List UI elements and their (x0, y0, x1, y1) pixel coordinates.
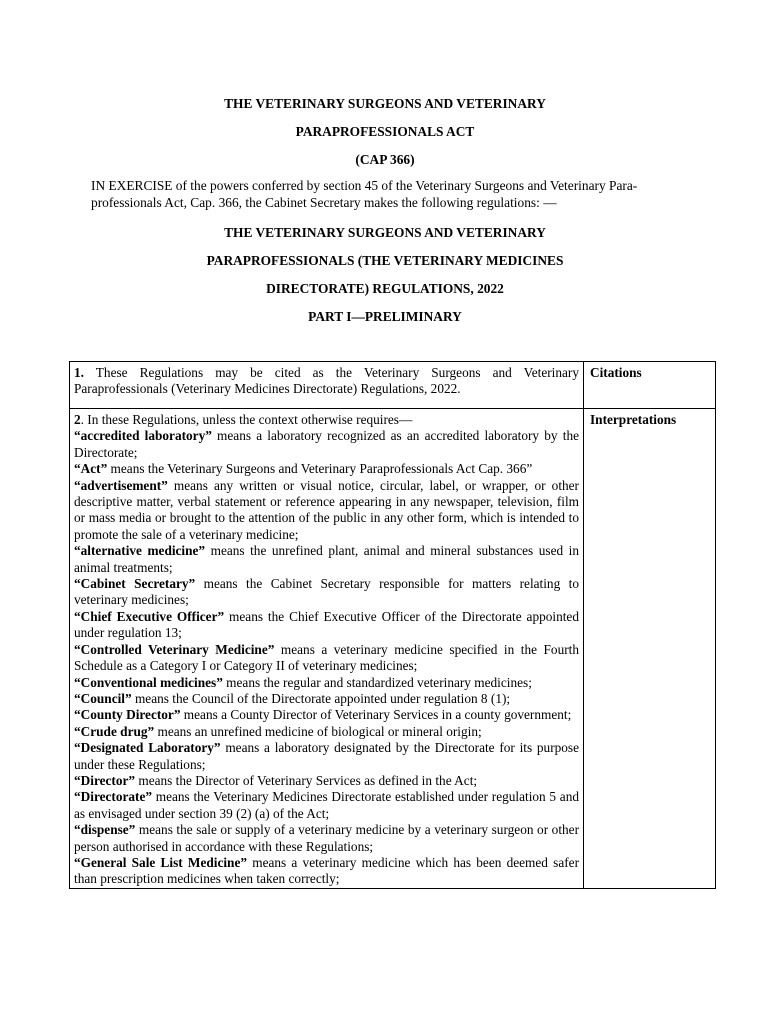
act-cap-number: (CAP 366) (355, 152, 415, 167)
act-title-line-1: THE VETERINARY SURGEONS AND VETERINARY (224, 96, 546, 111)
act-title-line-2: PARAPROFESSIONALS ACT (295, 124, 475, 139)
defined-term: “Conventional medicines” (74, 674, 223, 690)
definition-text: means the Council of the Directorate appointed under regulation 8 (1); (131, 690, 511, 706)
part-heading: PART I—PRELIMINARY (308, 309, 462, 324)
defined-term: “accredited laboratory” (74, 428, 212, 444)
defined-term: “Director” (74, 772, 136, 788)
section-body: These Regulations may be cited as the Veterinary Surgeons and Veterinary Paraprofessionals (Veterinary Medicines Directorate) Regulations, 2022. (74, 365, 579, 397)
definition (74, 576, 579, 609)
definition-text: means a laboratory designated by the Directorate for its purpose under these Regulations; (74, 740, 579, 772)
definition-text: means a veterinary medicine which has been deemed safer than prescription medicines when taken correctly; (74, 854, 580, 887)
definition (74, 822, 579, 855)
definition-text: means the Cabinet Secretary responsible for matters relating to veterinary medicines; (74, 576, 579, 608)
definition-text: means the Director of Veterinary Services as defined in the Act; (135, 772, 478, 788)
regulations-title-line-1: THE VETERINARY SURGEONS AND VETERINARY (224, 225, 546, 240)
defined-term: “Designated Laboratory” (74, 740, 221, 756)
regulations-title-line-3: DIRECTORATE) REGULATIONS, 2022 (266, 281, 504, 296)
definition-text: means a veterinary medicine specified in the Fourth Schedule as a Category I or Category II of veterinary medicines; (74, 641, 580, 674)
table-row (70, 409, 716, 889)
marginal-note-cell (584, 409, 716, 889)
regulations-title-line-2: PARAPROFESSIONALS (THE VETERINARY MEDICINES (206, 253, 564, 268)
definition-text: means the Veterinary Medicines Directorate established under regulation 5 and as envisaged under section 39 (2) (a) of the Act; (74, 789, 579, 821)
defined-term: “Council” (74, 690, 132, 706)
defined-term: “advertisement” (74, 477, 168, 493)
defined-term: “General Sale List Medicine” (74, 854, 247, 870)
definition-text: means the sale or supply of a veterinary medicine by a veterinary surgeon or other person authorised in accordance with these Regulations; (74, 822, 579, 854)
marginal-note-cell (584, 362, 716, 409)
section-2-lead (74, 412, 579, 428)
section-text-cell (70, 409, 584, 889)
definition-text: means the regular and standardized veterinary medicines; (222, 674, 532, 690)
defined-term: “Chief Executive Officer” (74, 608, 225, 624)
definition-text: means a laboratory recognized as an accredited laboratory by the Directorate; (74, 428, 579, 460)
section-1-text (70, 362, 583, 400)
definition (74, 543, 579, 576)
defined-term: “Act” (74, 461, 108, 477)
definition (74, 609, 579, 642)
section-number: 2 (74, 412, 81, 427)
defined-term: “dispense” (74, 822, 136, 838)
defined-term: “Directorate” (74, 789, 153, 805)
section-text-cell (70, 362, 584, 409)
section-body: . In these Regulations, unless the context otherwise requires— (80, 412, 413, 427)
marginal-note-interpretations: Interpretations (590, 412, 677, 427)
definition (74, 855, 579, 888)
definition-text: means the Chief Executive Officer of the Directorate appointed under regulation 13; (74, 608, 579, 641)
defined-term: “alternative medicine” (74, 543, 206, 559)
defined-term: “Crude drug” (74, 723, 155, 739)
regulations-table (69, 361, 716, 889)
marginal-note-citations: Citations (590, 365, 642, 380)
definition (74, 740, 579, 773)
definition (74, 724, 579, 740)
definition-text: means the unrefined plant, animal and mineral substances used in animal treatments; (74, 543, 579, 575)
definition-text: means an unrefined medicine of biological or mineral origin; (154, 723, 482, 739)
section-number: 1. (74, 365, 84, 380)
enacting-clause: IN EXERCISE of the powers conferred by section 45 of the Veterinary Surgeons and Veterinary Para-professionals Act, Cap. 366, the Cabinet Secretary makes the following regulations: — (91, 178, 638, 210)
definition (74, 478, 579, 544)
definition-text: means the Veterinary Surgeons and Veterinary Paraprofessionals Act Cap. 366” (107, 461, 533, 477)
defined-term: “Cabinet Secretary” (74, 576, 196, 592)
definition (74, 675, 579, 691)
defined-term: “Controlled Veterinary Medicine” (74, 641, 275, 657)
definition (74, 789, 579, 822)
definition-text: means a County Director of Veterinary Services in a county government; (180, 707, 572, 723)
section-2-text (70, 409, 583, 888)
table-row (70, 362, 716, 409)
definition (74, 642, 579, 675)
definition-text: means any written or visual notice, circular, label, or wrapper, or other descriptive matter, verbal statement or reference appearing in any newspaper, television, film or mass media or brought to the attention of the public in any other form, which is intended to promote the sale of a veterinary medicine; (74, 477, 579, 542)
definition (74, 461, 579, 477)
definition (74, 691, 579, 707)
definition (74, 428, 579, 461)
definition (74, 707, 579, 723)
definition (74, 773, 579, 789)
defined-term: “County Director” (74, 707, 181, 723)
